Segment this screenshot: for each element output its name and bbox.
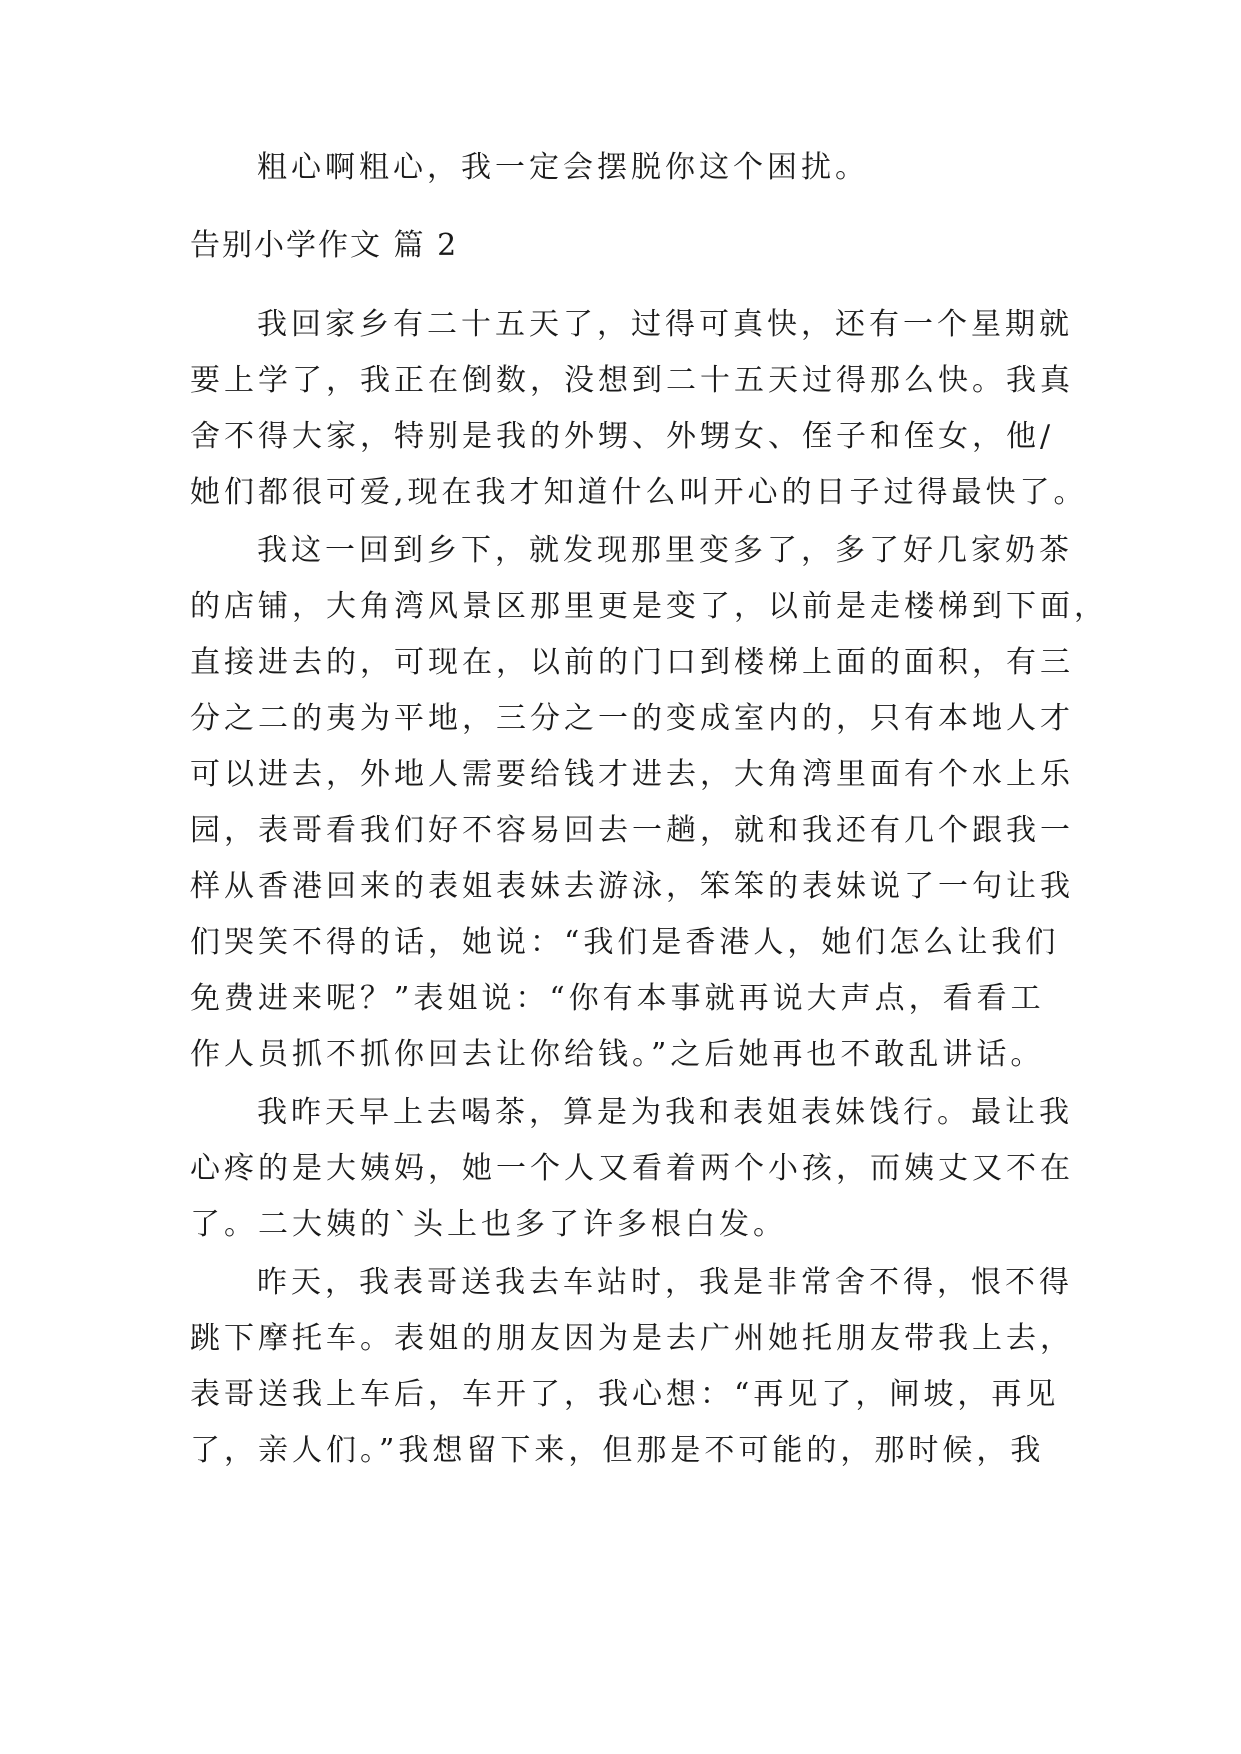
paragraph-line: 分之二的夷为平地，三分之一的变成室内的，只有本地人才 (190, 701, 1074, 736)
paragraph-line: 舍不得大家，特别是我的外甥、外甥女、侄子和侄女，他/ (190, 419, 1055, 454)
paragraph-line: 昨天，我表哥送我去车站时，我是非常舍不得，恨不得 (257, 1265, 1073, 1300)
paragraph-line: 表哥送我上车后，车开了，我心想：“再见了，闸坡，再见 (190, 1377, 1060, 1412)
paragraph-line: 心疼的是大姨妈，她一个人又看着两个小孩，而姨丈又不在 (190, 1151, 1074, 1186)
paragraph-line: 我回家乡有二十五天了，过得可真快，还有一个星期就 (257, 307, 1073, 342)
paragraph-line: 作人员抓不抓你回去让你给钱。”之后她再也不敢乱讲话。 (190, 1037, 1045, 1072)
paragraph-line: 我这一回到乡下，就发现那里变多了，多了好几家奶茶 (257, 533, 1073, 568)
paragraph-line: 要上学了，我正在倒数，没想到二十五天过得那么快。我真 (190, 363, 1074, 398)
paragraph-line: 了。二大姨的`头上也多了许多根白发。 (190, 1207, 787, 1242)
intro-line: 粗心啊粗心，我一定会摆脱你这个困扰。 (257, 150, 869, 185)
paragraph-line: 可以进去，外地人需要给钱才进去，大角湾里面有个水上乐 (190, 757, 1074, 792)
paragraph-line: 们哭笑不得的话，她说：“我们是香港人，她们怎么让我们 (190, 925, 1060, 960)
paragraph-line: 我昨天早上去喝茶，算是为我和表姐表妹饯行。最让我 (257, 1095, 1073, 1130)
paragraph-line: 样从香港回来的表姐表妹去游泳，笨笨的表妹说了一句让我 (190, 869, 1074, 904)
paragraph-line: 直接进去的，可现在，以前的门口到楼梯上面的面积，有三 (190, 645, 1074, 680)
paragraph-line: 跳下摩托车。表姐的朋友因为是去广州她托朋友带我上去， (190, 1321, 1074, 1356)
paragraph-line: 免费进来呢？”表姐说：“你有本事就再说大声点，看看工 (190, 981, 1045, 1016)
paragraph-line: 园，表哥看我们好不容易回去一趟，就和我还有几个跟我一 (190, 813, 1074, 848)
section-heading: 告别小学作文 篇 2 (190, 228, 459, 263)
paragraph-line: 的店铺，大角湾风景区那里更是变了，以前是走楼梯到下面， (190, 589, 1108, 624)
paragraph-line: 了，亲人们。”我想留下来，但那是不可能的，那时候，我 (190, 1433, 1045, 1468)
paragraph-line: 她们都很可爱,现在我才知道什么叫开心的日子过得最快了。 (190, 475, 1088, 510)
